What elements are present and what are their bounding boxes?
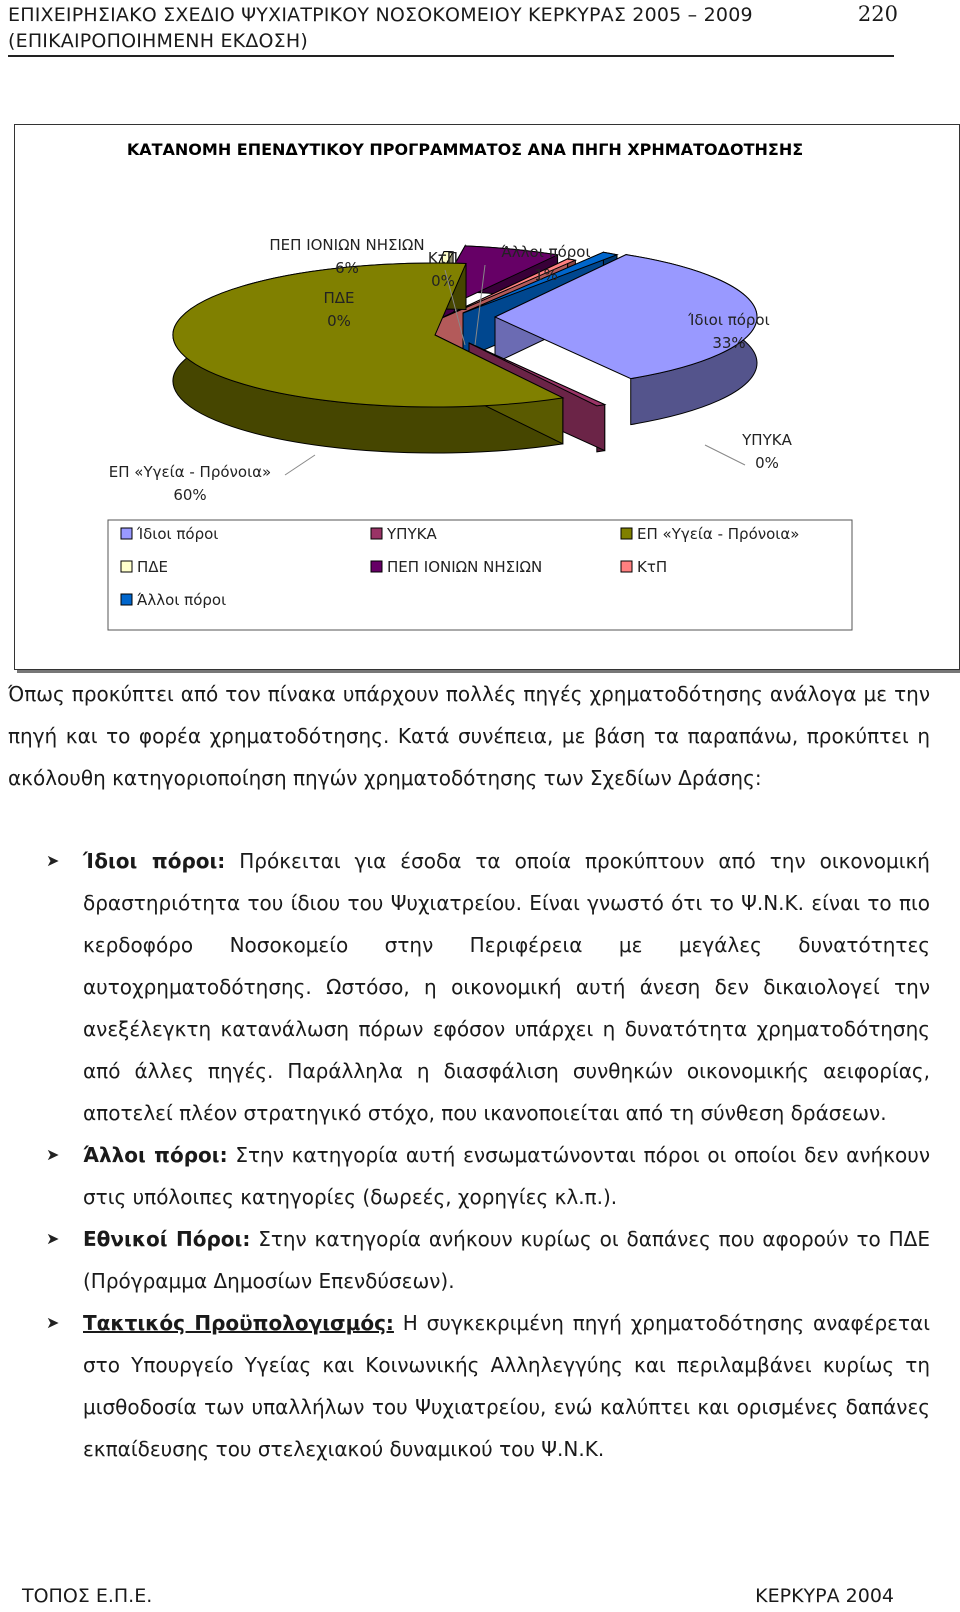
chart-title: ΚΑΤΑΝΟΜΗ ΕΠΕΝΔΥΤΙΚΟΥ ΠΡΟΓΡΑΜΜΑΤΟΣ ΑΝΑ ΠΗΓΗ ΧΡΗΜΑΤΟΔΟΤΗΣΗΣ	[126, 140, 804, 159]
pie-label-name: ΕΠ «Υγεία - Πρόνοια»	[108, 463, 272, 481]
page-number: 220	[857, 2, 898, 26]
legend-swatch	[121, 528, 132, 539]
pie-label-value: 0%	[755, 454, 779, 472]
legend-label: ΠΕΠ ΙΟΝΙΩΝ ΝΗΣΙΩΝ	[387, 558, 543, 576]
legend-label: ΕΠ «Υγεία - Πρόνοια»	[637, 525, 800, 543]
pie-label-value: 0%	[327, 312, 351, 330]
pie-label-name: ΠΕΠ ΙΟΝΙΩΝ ΝΗΣΙΩΝ	[269, 236, 425, 254]
pie-label-value: 33%	[712, 334, 746, 352]
pie-label-value: 1%	[534, 266, 558, 284]
bullet-text: Στην κατηγορία ανήκουν κυρίως οι δαπάνες που αφορούν το ΠΔΕ (Πρόγραμμα Δημοσίων Επενδύσεων).	[83, 1227, 930, 1293]
document-header-title: ΕΠΙΧΕΙΡΗΣΙΑΚΟ ΣΧΕΔΙΟ ΨΥΧΙΑΤΡΙΚΟΥ ΝΟΣΟΚΟΜΕΙΟΥ ΚΕΡΚΥΡΑΣ 2005 – 2009 (ΕΠΙΚΑΙΡΟΠΟΙΗΜΕΝΗ ΕΚΔΟΣΗ)	[8, 4, 753, 52]
list-item-own-resources	[8, 840, 930, 1134]
arrow-bullet-icon: ➤	[46, 1229, 60, 1248]
leader-line	[285, 455, 315, 475]
list-item-national-resources	[8, 1218, 930, 1302]
pie-label-value: 0%	[431, 272, 455, 290]
pie-chart-frame	[14, 124, 960, 670]
legend-label: Άλλοι πόροι	[137, 591, 227, 609]
legend-label: Ίδιοι πόροι	[137, 525, 219, 543]
pie-label-name: Άλλοι πόροι	[501, 243, 591, 261]
pie-label-value: 60%	[173, 486, 207, 504]
pie-label-2	[109, 463, 271, 504]
legend-swatch	[371, 528, 382, 539]
legend-swatch	[121, 561, 132, 572]
list-item-regular-budget	[8, 1302, 930, 1470]
bullet-text: Πρόκειται για έσοδα τα οποία προκύπτουν από την οικονομική δραστηριότητα του ίδιου του Ψυχιατρείου. Είναι γνωστό ότι το Ψ.Ν.Κ. είναι το πιο κερδοφόρο Νοσοκομείο στην Περιφέρεια με μεγάλες δυνατότητες αυτοχρηματοδότησης. Ωστόσο, η οικονομική αυτή άνεση δεν δικαιολογεί την ανεξέλεγκτη κατανάλωση πόρων εφόσον υπάρχει η δυνατότητα χρηματοδότησης από άλλες πηγές. Παράλληλα η διασφάλιση συνθηκών οικονομικής αειφορίας, αποτελεί πλέον στρατηγικό στόχο, που ικανοποιείται από τη σύνθεση δράσεων.	[83, 849, 930, 1125]
bullet-text: Στην κατηγορία αυτή ενσωματώνονται πόροι οι οποίοι δεν ανήκουν στις υπόλοιπες κατηγορίες (δωρεές, χορηγίες κλ.π.).	[83, 1143, 930, 1209]
bullet-term: Εθνικοί Πόροι:	[83, 1227, 251, 1251]
header-divider	[8, 55, 894, 57]
legend-swatch	[121, 594, 132, 605]
legend-swatch	[621, 561, 632, 572]
pie-label-value: 6%	[335, 259, 359, 277]
list-item-other-resources	[8, 1134, 930, 1218]
bullet-term: Τακτικός Προϋπολογισμός:	[83, 1311, 394, 1335]
footer-location-year: ΚΕΡΚΥΡΑ 2004	[755, 1585, 894, 1607]
arrow-bullet-icon: ➤	[46, 851, 60, 870]
arrow-bullet-icon: ➤	[46, 1145, 60, 1164]
footer-company: ΤΟΠΟΣ Ε.Π.Ε.	[22, 1585, 153, 1607]
legend-label: ΥΠΥΚΑ	[387, 525, 437, 543]
pie-label-name: Ίδιοι πόροι	[688, 311, 770, 329]
legend-swatch	[371, 561, 382, 572]
legend-label: ΚτΠ	[637, 558, 668, 576]
funding-sources-list	[8, 840, 930, 1470]
intro-paragraph: Όπως προκύπτει από τον πίνακα υπάρχουν πολλές πηγές χρηματοδότησης ανάλογα με την πηγή και το φορέα χρηματοδότησης. Κατά συνέπεια, με βάση τα παραπάνω, προκύπτει η ακόλουθη κατηγοριοποίηση πηγών χρηματοδότησης των Σχεδίων Δράσης:	[8, 682, 930, 790]
legend-swatch	[621, 528, 632, 539]
pie-chart	[15, 125, 959, 669]
pie-label-name: ΚτΠ	[427, 249, 459, 267]
pie-label-name: ΥΠΥΚΑ	[742, 431, 792, 449]
legend-label: ΠΔΕ	[137, 558, 169, 576]
bullet-term: Άλλοι πόροι:	[83, 1143, 228, 1167]
arrow-bullet-icon: ➤	[46, 1313, 60, 1332]
leader-line	[705, 445, 745, 465]
pie-label-1	[741, 431, 792, 472]
bullet-term: Ίδιοι πόροι:	[83, 849, 226, 873]
bullet-text: Η συγκεκριμένη πηγή χρηματοδότησης αναφέρεται στο Υπουργείο Υγείας και Κοινωνικής Αλληλεγγύης και περιλαμβάνει κυρίως τη μισθοδοσία των υπαλλήλων του Ψυχιατρείου, ενώ καλύπτει και ορισμένες δαπάνες εκπαίδευσης του στελεχιακού δυναμικού του Ψ.Ν.Κ.	[83, 1311, 930, 1461]
pie-label-name: ΠΔΕ	[323, 289, 355, 307]
